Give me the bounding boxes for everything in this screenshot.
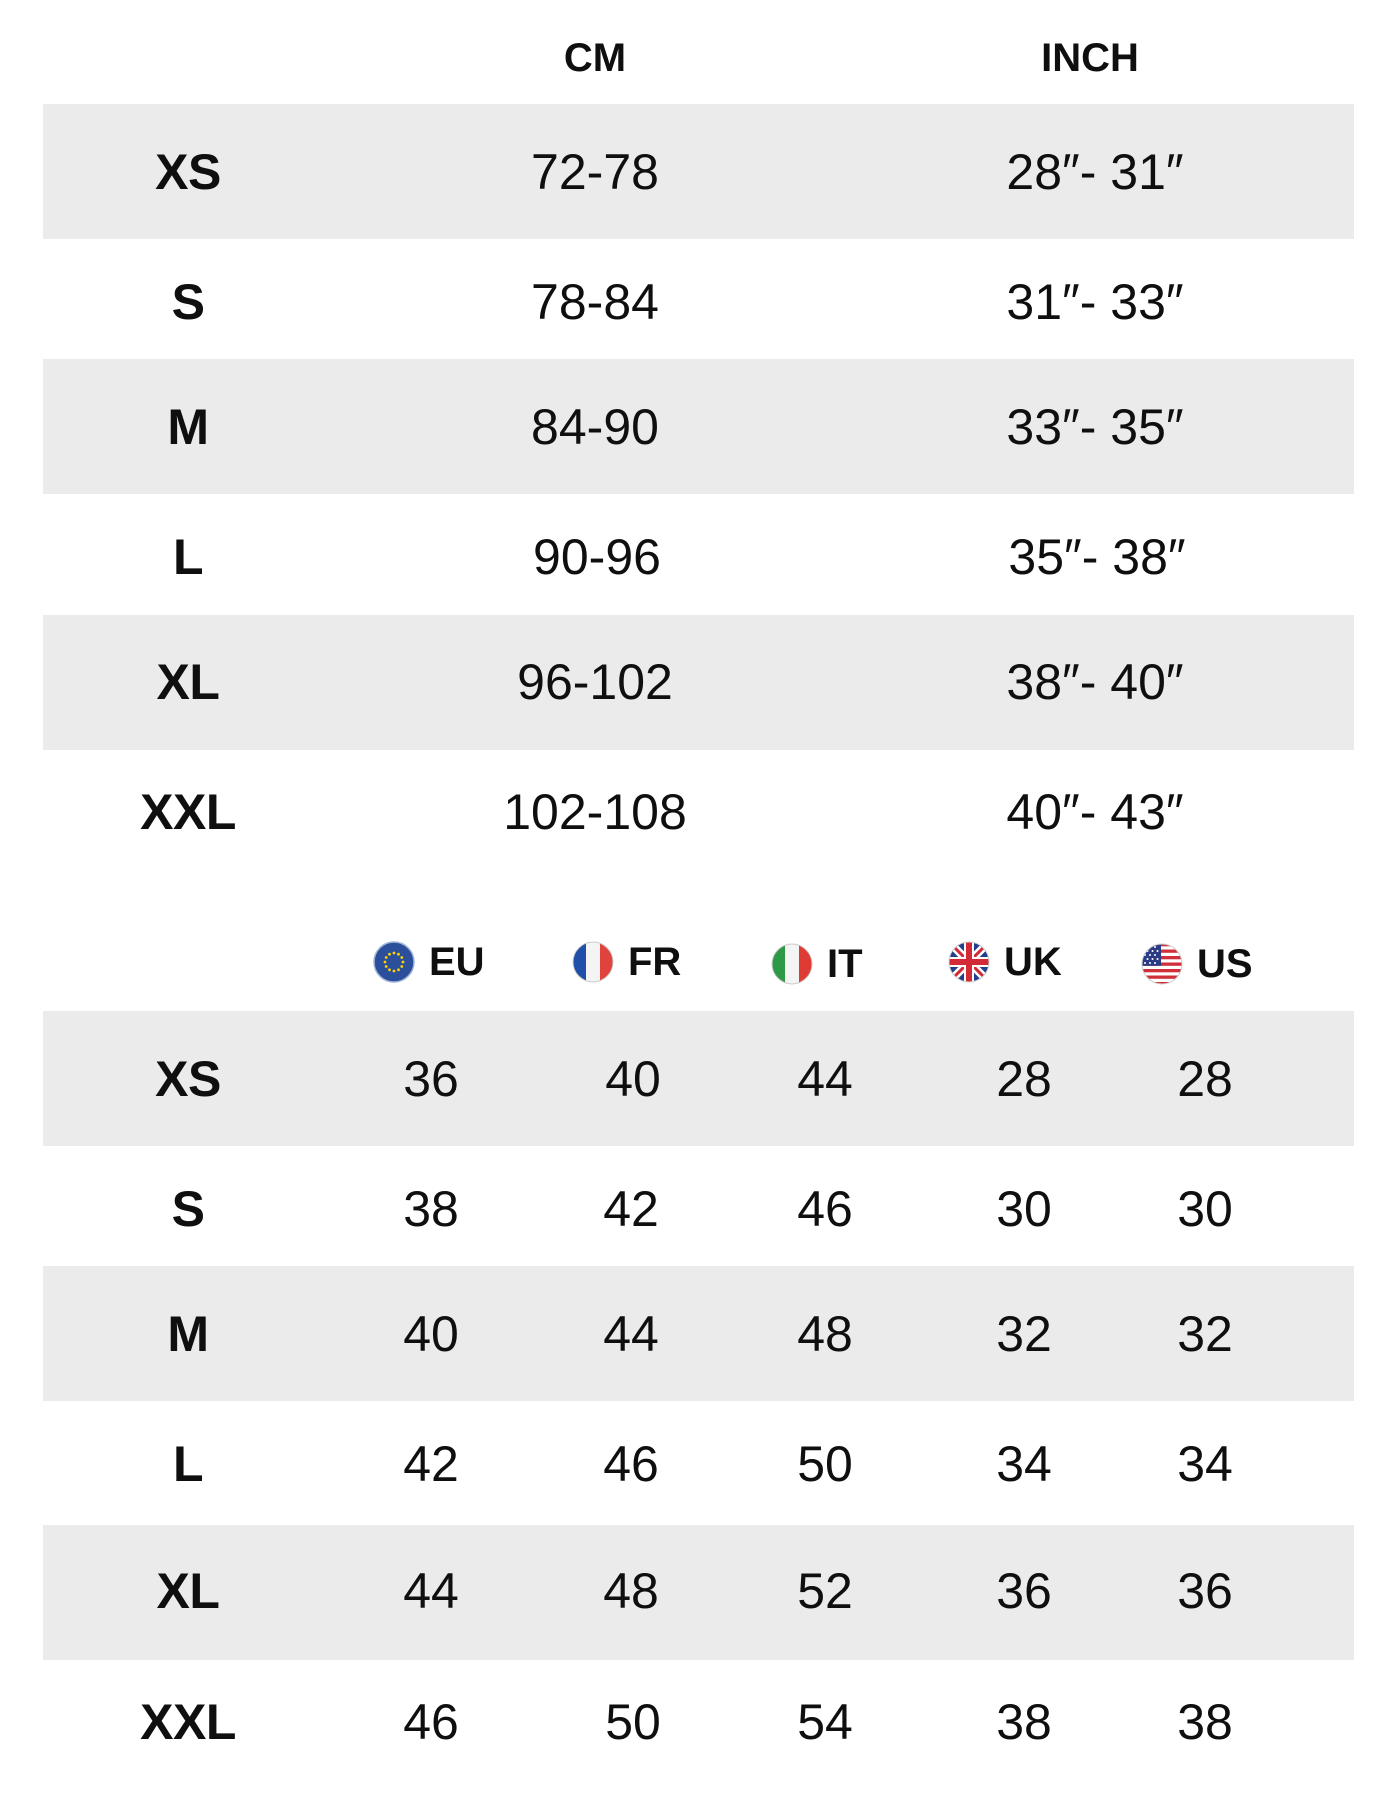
fr-value: 40 bbox=[605, 1051, 661, 1107]
us-value: 30 bbox=[1177, 1181, 1233, 1237]
uk-value: 36 bbox=[996, 1563, 1052, 1619]
it-value: 52 bbox=[797, 1563, 853, 1619]
uk-value: 38 bbox=[996, 1694, 1052, 1750]
eu-flag-icon bbox=[373, 941, 415, 983]
it-value: 44 bbox=[797, 1051, 853, 1107]
eu-value: 44 bbox=[403, 1563, 459, 1619]
uk-value: 34 bbox=[996, 1436, 1052, 1492]
eu-value: 36 bbox=[403, 1051, 459, 1107]
column-header-uk bbox=[948, 938, 1062, 986]
cm-value: 90-96 bbox=[533, 529, 661, 585]
inch-value: 38″- 40″ bbox=[1006, 654, 1184, 710]
size-label: XS bbox=[155, 1051, 221, 1107]
column-header-label: IT bbox=[827, 942, 863, 986]
eu-value: 42 bbox=[403, 1436, 459, 1492]
france-flag-icon bbox=[572, 941, 614, 983]
fr-value: 42 bbox=[603, 1181, 659, 1237]
size-label: M bbox=[167, 1306, 209, 1362]
column-header-label: US bbox=[1197, 942, 1253, 986]
column-header-fr bbox=[572, 938, 681, 986]
size-label: S bbox=[171, 1181, 205, 1237]
fr-value: 48 bbox=[603, 1563, 659, 1619]
inch-value: 35″- 38″ bbox=[1008, 529, 1186, 585]
it-value: 54 bbox=[797, 1694, 853, 1750]
column-header-us bbox=[1141, 940, 1253, 988]
size-label: XL bbox=[156, 1563, 220, 1619]
inch-value: 31″- 33″ bbox=[1006, 274, 1184, 330]
italy-flag-icon bbox=[771, 943, 813, 985]
uk-value: 28 bbox=[996, 1051, 1052, 1107]
cm-value: 72-78 bbox=[531, 144, 659, 200]
us-value: 32 bbox=[1177, 1306, 1233, 1362]
cm-value: 102-108 bbox=[503, 784, 687, 840]
us-value: 34 bbox=[1177, 1436, 1233, 1492]
uk-flag-icon bbox=[948, 941, 990, 983]
fr-value: 44 bbox=[603, 1306, 659, 1362]
us-value: 38 bbox=[1177, 1694, 1233, 1750]
column-header-it bbox=[771, 940, 863, 988]
header-inch: INCH bbox=[1041, 36, 1139, 80]
cm-value: 96-102 bbox=[517, 654, 673, 710]
size-label: XS bbox=[155, 144, 221, 200]
column-header-label: FR bbox=[628, 940, 682, 984]
fr-value: 46 bbox=[603, 1436, 659, 1492]
eu-value: 40 bbox=[403, 1306, 459, 1362]
it-value: 48 bbox=[797, 1306, 853, 1362]
it-value: 50 bbox=[797, 1436, 853, 1492]
column-header-eu bbox=[373, 938, 485, 986]
cm-value: 78-84 bbox=[531, 274, 659, 330]
size-label: S bbox=[171, 274, 205, 330]
us-value: 36 bbox=[1177, 1563, 1233, 1619]
size-label: L bbox=[172, 529, 204, 585]
us-value: 28 bbox=[1177, 1051, 1233, 1107]
size-label: XXL bbox=[140, 784, 236, 840]
size-label: XL bbox=[156, 654, 220, 710]
inch-value: 33″- 35″ bbox=[1006, 399, 1184, 455]
uk-value: 32 bbox=[996, 1306, 1052, 1362]
eu-value: 46 bbox=[403, 1694, 459, 1750]
us-flag-icon bbox=[1141, 943, 1183, 985]
eu-value: 38 bbox=[403, 1181, 459, 1237]
inch-value: 40″- 43″ bbox=[1006, 784, 1184, 840]
size-label: XXL bbox=[140, 1694, 236, 1750]
column-header-label: EU bbox=[429, 940, 485, 984]
inch-value: 28″- 31″ bbox=[1006, 144, 1184, 200]
fr-value: 50 bbox=[605, 1694, 661, 1750]
uk-value: 30 bbox=[996, 1181, 1052, 1237]
size-label: M bbox=[167, 399, 209, 455]
header-cm: CM bbox=[563, 36, 627, 80]
it-value: 46 bbox=[797, 1181, 853, 1237]
column-header-label: UK bbox=[1004, 940, 1062, 984]
size-label: L bbox=[172, 1436, 204, 1492]
cm-value: 84-90 bbox=[531, 399, 659, 455]
